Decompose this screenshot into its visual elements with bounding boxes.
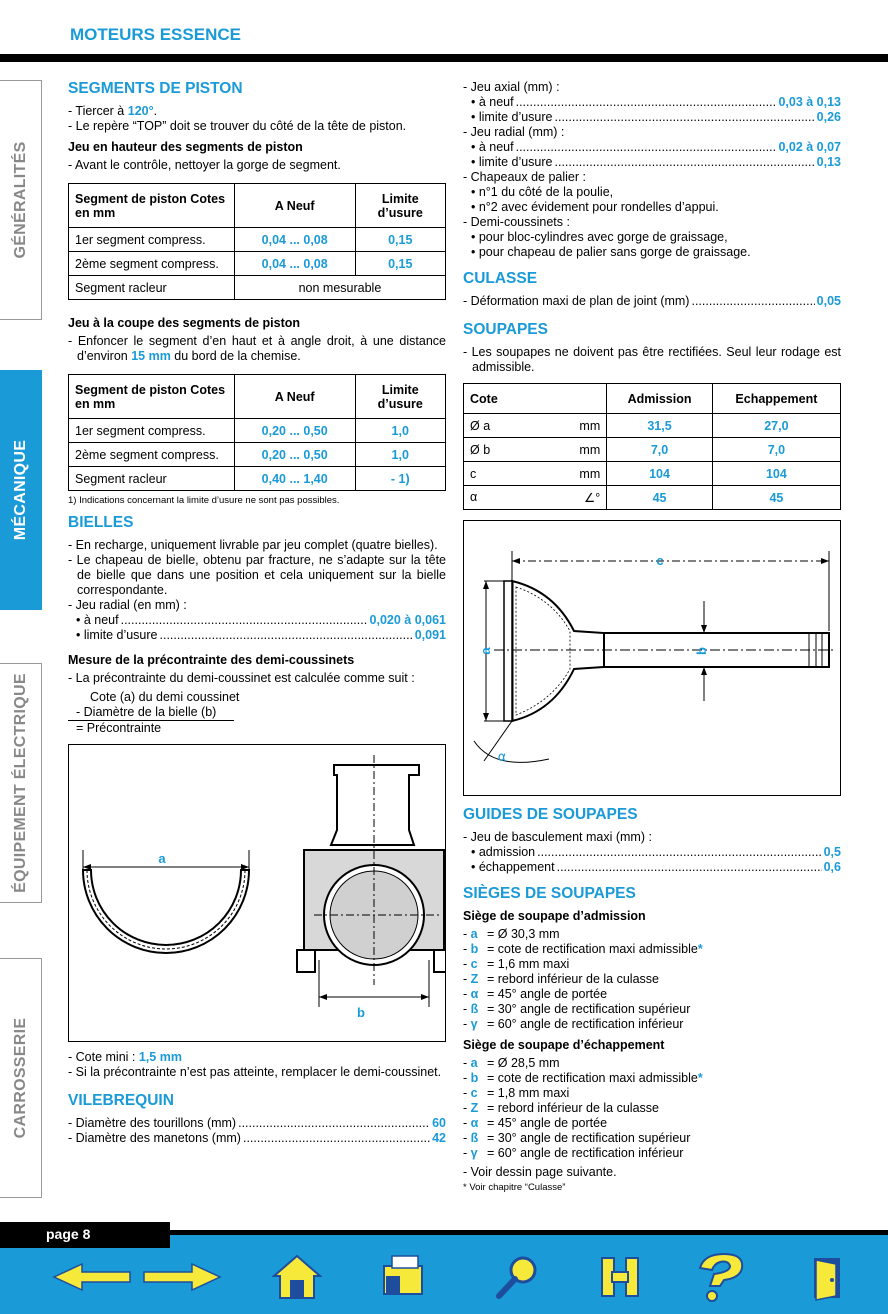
list-item: - ß = 30° angle de rectification supérieur xyxy=(463,1002,691,1016)
paragraph: - Avant le contrôle, nettoyer la gorge de segment. xyxy=(68,158,341,172)
paragraph: - Demi-coussinets : xyxy=(463,215,570,229)
tab-label: CARROSSERIE xyxy=(11,1017,29,1139)
table-header: Echappement xyxy=(712,384,840,414)
page-number: page 8 xyxy=(0,1222,170,1248)
label-a: a xyxy=(158,851,166,866)
left-column xyxy=(68,78,446,1146)
list-item: - Z = rebord inférieur de la culasse xyxy=(463,972,659,986)
list-item: - a = Ø 30,3 mm xyxy=(463,927,560,941)
leader-line: • limite d’usure ..... 0,26 xyxy=(463,110,841,125)
table-cell: 45 xyxy=(712,486,840,510)
table-cell: 7,0 xyxy=(712,438,840,462)
paragraph: - Jeu radial (mm) : xyxy=(463,125,565,139)
leader-line: • à neuf ..... 0,02 à 0,07 xyxy=(463,140,841,155)
list-item: - b = cote de rectification maxi admissible * xyxy=(463,942,703,956)
table-cell: 2ème segment compress. xyxy=(69,443,235,467)
table-row xyxy=(69,276,446,300)
paragraph: - Cote mini : 1,5 mm xyxy=(68,1050,182,1064)
table-row xyxy=(69,443,446,467)
table-cell: 1,0 xyxy=(355,419,446,443)
list-item: - α = 45° angle de portée xyxy=(463,1116,608,1130)
bullet: • n°2 avec évidement pour rondelles d’appui. xyxy=(471,200,719,214)
soupapes-table xyxy=(463,383,841,510)
figure-coussinet xyxy=(68,744,446,1042)
table-header: Cote xyxy=(464,384,607,414)
table-cell: - 1) xyxy=(355,467,446,491)
subsection-title: Mesure de la précontrainte des demi-coussinets xyxy=(68,653,355,667)
bullet: • pour bloc-cylindres avec gorge de graissage, xyxy=(471,230,728,244)
table-header: Limite d’usure xyxy=(355,184,446,228)
section-title-culasse: CULASSE xyxy=(463,270,538,287)
table-row xyxy=(69,467,446,491)
section-title-soupapes: SOUPAPES xyxy=(463,321,548,338)
leader-line: - Diamètre des manetons (mm) ..... 42 xyxy=(68,1131,446,1146)
table-cell: 31,5 xyxy=(607,414,713,438)
paragraph: - Voir dessin page suivante. xyxy=(463,1165,617,1179)
subsection-title: Siège de soupape d’admission xyxy=(463,909,646,923)
subsection-title: Siège de soupape d’échappement xyxy=(463,1038,665,1052)
bullet: • n°1 du côté de la poulie, xyxy=(471,185,614,199)
table-cell: 45 xyxy=(607,486,713,510)
table-cell: Ø b mm xyxy=(464,438,607,462)
section-title-vilebrequin: VILEBREQUIN xyxy=(68,1092,174,1109)
subsection-title: Jeu en hauteur des segments de piston xyxy=(68,140,303,154)
paragraph: - Chapeaux de palier : xyxy=(463,170,586,184)
coussinet-drawing xyxy=(69,745,445,1041)
segments-table-hauteur xyxy=(68,183,446,300)
def-list-admission xyxy=(463,927,841,1032)
tab-label: MÉCANIQUE xyxy=(11,439,29,541)
table-cell: 0,20 ... 0,50 xyxy=(234,443,355,467)
exit-icon[interactable] xyxy=(806,1252,851,1302)
table-header: Admission xyxy=(607,384,713,414)
table-cell: 1,0 xyxy=(355,443,446,467)
table-cell: 0,20 ... 0,50 xyxy=(234,419,355,443)
section-title-segments: SEGMENTS DE PISTON xyxy=(68,80,243,97)
tiercer-text: - Tiercer à 120°. xyxy=(68,104,158,118)
paragraph: - Si la précontrainte n’est pas atteinte, remplacer le demi-coussinet. xyxy=(68,1065,442,1079)
table-row xyxy=(464,414,841,438)
table-cell: Segment racleur xyxy=(69,467,235,491)
table-cell: 1er segment compress. xyxy=(69,419,235,443)
table-cell: c mm xyxy=(464,462,607,486)
table-cell: 104 xyxy=(607,462,713,486)
paragraph: - Jeu de basculement maxi (mm) : xyxy=(463,830,652,844)
print-icon[interactable] xyxy=(378,1252,428,1302)
tab-mecanique[interactable] xyxy=(0,370,42,610)
help-icon[interactable] xyxy=(690,1252,750,1302)
section-title-sieges: SIÈGES DE SOUPAPES xyxy=(463,885,636,902)
table-header: A Neuf xyxy=(234,375,355,419)
paragraph: - Enfoncer le segment d’en haut et à angle droit, à une distance d’environ 15 mm du bord de la chemise. xyxy=(68,334,446,363)
list-item: - b = cote de rectification maxi admissible * xyxy=(463,1071,703,1085)
label-a: a xyxy=(478,647,493,655)
valve-drawing xyxy=(464,521,840,795)
table-row xyxy=(69,228,446,252)
table-row xyxy=(464,462,841,486)
list-item: - a = Ø 28,5 mm xyxy=(463,1056,560,1070)
table-header: A Neuf xyxy=(234,184,355,228)
table-cell: 1er segment compress. xyxy=(69,228,235,252)
paragraph: - Le chapeau de bielle, obtenu par fracture, ne s’adapte sur la tête de bielle que dans une position et cela uniquement sur la bielle correspondante. xyxy=(68,553,446,597)
table-row xyxy=(69,419,446,443)
table-header: Segment de piston Cotes en mm xyxy=(69,184,235,228)
table-cell: 0,15 xyxy=(355,252,446,276)
formula-line: = Précontrainte xyxy=(76,721,162,735)
search-icon[interactable] xyxy=(493,1252,543,1302)
tab-equipement-electrique[interactable] xyxy=(0,663,42,903)
leader-line: • à neuf ..... 0,020 à 0,061 xyxy=(68,613,446,628)
label-b: b xyxy=(694,647,709,655)
table-row xyxy=(69,252,446,276)
footnote: * Voir chapitre “Culasse” xyxy=(463,1182,566,1193)
tab-generalites[interactable] xyxy=(0,80,42,320)
page-title: MOTEURS ESSENCE xyxy=(70,25,241,44)
repere-text: - Le repère “TOP” doit se trouver du côté de la tête de piston. xyxy=(68,119,407,133)
arrow-left-icon[interactable] xyxy=(52,1252,132,1302)
list-item: - γ = 60° angle de rectification inférieur xyxy=(463,1017,684,1031)
leader-line: • admission ..... 0,5 xyxy=(463,845,841,860)
section-title-guides: GUIDES DE SOUPAPES xyxy=(463,806,638,823)
index-icon[interactable] xyxy=(596,1252,646,1302)
table-cell: non mesurable xyxy=(234,276,445,300)
footnote: 1) Indications concernant la limite d’usure ne sont pas possibles. xyxy=(68,495,340,506)
table-row xyxy=(464,438,841,462)
table-cell: Ø a mm xyxy=(464,414,607,438)
table-cell: 0,40 ... 1,40 xyxy=(234,467,355,491)
table-row xyxy=(464,486,841,510)
formula-line: - Diamètre de la bielle (b) xyxy=(68,705,234,721)
header-rule xyxy=(0,54,888,62)
tab-label: ÉQUIPEMENT ÉLECTRIQUE xyxy=(11,673,29,893)
home-icon[interactable] xyxy=(272,1252,322,1302)
right-column xyxy=(463,80,841,1201)
table-cell: α ∠° xyxy=(464,486,607,510)
leader-line: • échappement ..... 0,6 xyxy=(463,860,841,875)
leader-line: • à neuf ..... 0,03 à 0,13 xyxy=(463,95,841,110)
subsection-title: Jeu à la coupe des segments de piston xyxy=(68,316,301,330)
table-cell: 2ème segment compress. xyxy=(69,252,235,276)
bullet: • pour chapeau de palier sans gorge de graissage. xyxy=(471,245,751,259)
table-cell: 27,0 xyxy=(712,414,840,438)
label-c: c xyxy=(656,553,664,568)
segments-table-coupe xyxy=(68,374,446,491)
formula xyxy=(68,690,446,736)
list-item: - c = 1,6 mm maxi xyxy=(463,957,570,971)
paragraph: - En recharge, uniquement livrable par jeu complet (quatre bielles). xyxy=(68,538,438,552)
arrow-right-icon[interactable] xyxy=(142,1252,222,1302)
table-cell: 7,0 xyxy=(607,438,713,462)
leader-line: • limite d’usure ..... 0,091 xyxy=(68,628,446,643)
list-item: - Z = rebord inférieur de la culasse xyxy=(463,1101,659,1115)
formula-line: Cote (a) du demi coussinet xyxy=(90,690,240,704)
leader-line: - Déformation maxi de plan de joint (mm) ..... 0,05 xyxy=(463,294,841,309)
paragraph: - La précontrainte du demi-coussinet est calculée comme suit : xyxy=(68,671,415,685)
list-item: - c = 1,8 mm maxi xyxy=(463,1086,570,1100)
def-list-echappement xyxy=(463,1056,841,1161)
paragraph: - Les soupapes ne doivent pas être rectifiées. Seul leur rodage est admissible. xyxy=(463,345,841,374)
table-cell: 0,15 xyxy=(355,228,446,252)
label-b: b xyxy=(357,1005,365,1020)
leader-line: • limite d’usure ..... 0,13 xyxy=(463,155,841,170)
paragraph: - Jeu axial (mm) : xyxy=(463,80,560,94)
table-cell: 0,04 ... 0,08 xyxy=(234,252,355,276)
tab-carrosserie[interactable] xyxy=(0,958,42,1198)
section-title-bielles: BIELLES xyxy=(68,514,134,531)
leader-line: - Diamètre des tourillons (mm) ..... 60 xyxy=(68,1116,446,1131)
table-cell: 0,04 ... 0,08 xyxy=(234,228,355,252)
label-alpha: α xyxy=(497,750,507,765)
list-item: - γ = 60° angle de rectification inférieur xyxy=(463,1146,684,1160)
table-header: Limite d’usure xyxy=(355,375,446,419)
table-cell: Segment racleur xyxy=(69,276,235,300)
figure-soupape xyxy=(463,520,841,796)
paragraph: - Jeu radial (en mm) : xyxy=(68,598,187,612)
tab-label: GÉNÉRALITÉS xyxy=(11,141,29,259)
table-cell: 104 xyxy=(712,462,840,486)
table-header: Segment de piston Cotes en mm xyxy=(69,375,235,419)
list-item: - ß = 30° angle de rectification supérieur xyxy=(463,1131,691,1145)
list-item: - α = 45° angle de portée xyxy=(463,987,608,1001)
